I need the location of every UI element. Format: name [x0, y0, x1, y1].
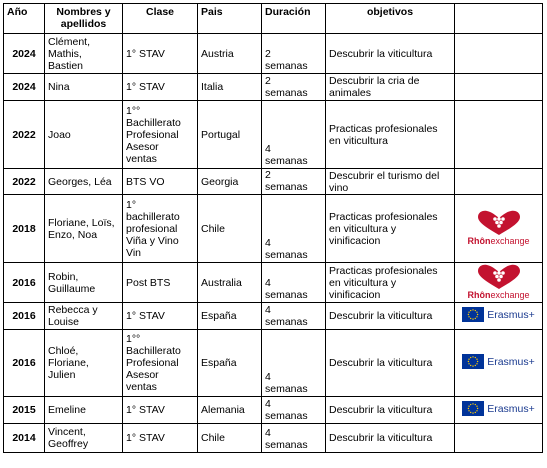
duration-cell-text: 2 semanas: [265, 48, 308, 72]
table-row: [4, 397, 543, 424]
duration-cell-text: 2 semanas: [265, 75, 308, 99]
year-cell-text: 2018: [12, 222, 36, 235]
exchange-table: [3, 3, 543, 453]
country-cell: [198, 397, 262, 424]
class-cell: [123, 169, 198, 195]
eu-flag-icon: [462, 354, 484, 369]
eu-flag-icon: [462, 307, 484, 322]
names-cell-text: Chloé, Floriane, Julien: [48, 345, 89, 381]
objective-cell-text: Descubrir la cria de animales: [329, 75, 420, 99]
class-cell-text: BTS VO: [126, 175, 165, 188]
duration-cell: [262, 169, 326, 195]
class-cell-text: 1°° Bachillerato Profesional Asesor ventas: [126, 333, 181, 393]
country-cell: [198, 424, 262, 453]
class-cell: [123, 74, 198, 101]
year-cell: [4, 424, 45, 453]
erasmus-wordmark: Erasmus+: [487, 308, 535, 321]
table-row: [4, 330, 543, 397]
header-duration: Duración: [262, 4, 326, 34]
names-cell-text: Nina: [48, 81, 70, 93]
country-cell-text: España: [201, 357, 237, 369]
objective-cell-text: Descubrir la viticultura: [329, 310, 433, 322]
class-cell: [123, 34, 198, 74]
duration-cell-text: 4 semanas: [265, 237, 308, 261]
country-cell-text: Austria: [201, 47, 234, 60]
header-year: Año: [4, 4, 45, 34]
logo-cell: [455, 74, 543, 101]
table-row: [4, 424, 543, 453]
year-cell-text: 2022: [12, 128, 36, 141]
names-cell-text: Floriane, Loïs, Enzo, Noa: [48, 216, 115, 241]
table-row: [4, 34, 543, 74]
year-cell: [4, 74, 45, 101]
class-cell-text: 1° STAV: [126, 81, 165, 93]
erasmus-logo: [462, 354, 535, 369]
table-header-row: [4, 4, 543, 34]
duration-cell-text: 4 semanas: [265, 427, 308, 451]
header-objectives: objetivos: [326, 4, 455, 34]
country-cell: [198, 169, 262, 195]
class-cell: [123, 263, 198, 303]
country-cell-text: Portugal: [201, 128, 241, 141]
exchange-table-container: [3, 3, 543, 453]
erasmus-logo: [462, 401, 535, 416]
logo-cell: [455, 330, 543, 397]
duration-cell-text: 4 semanas: [265, 398, 308, 422]
year-cell: [4, 303, 45, 330]
country-cell: [198, 34, 262, 74]
class-cell-text: 1° STAV: [126, 404, 165, 416]
year-cell: [4, 330, 45, 397]
duration-cell: [262, 101, 326, 169]
class-cell-text: 1°° Bachillerato Profesional Asesor ventas: [126, 104, 181, 165]
names-cell: [45, 74, 123, 101]
duration-cell-text: 2 semanas: [265, 169, 308, 193]
erasmus-wordmark: Erasmus+: [487, 402, 535, 415]
objective-cell-text: Descubrir la viticultura: [329, 47, 433, 60]
logo-cell: [455, 195, 543, 263]
names-cell-text: Joao: [48, 128, 71, 141]
class-cell: [123, 330, 198, 397]
duration-cell: [262, 303, 326, 330]
eu-flag-icon: [462, 401, 484, 416]
table-row: [4, 303, 543, 330]
duration-cell-text: 4 semanas: [265, 143, 308, 167]
class-cell: [123, 303, 198, 330]
header-names: Nombres y apellidos: [45, 4, 123, 34]
year-cell: [4, 34, 45, 74]
names-cell-text: Rebecca y Louise: [48, 304, 98, 328]
names-cell: [45, 303, 123, 330]
table-row: [4, 263, 543, 303]
names-cell: [45, 101, 123, 169]
logo-cell: [455, 424, 543, 453]
country-cell: [198, 303, 262, 330]
country-cell: [198, 263, 262, 303]
year-cell: [4, 195, 45, 263]
class-cell-text: 1° STAV: [126, 47, 165, 60]
logo-cell: [455, 303, 543, 330]
country-cell-text: Australia: [201, 276, 242, 289]
names-cell: [45, 330, 123, 397]
year-cell: [4, 169, 45, 195]
objective-cell-text: Practicas profesionales en viticultura y vinificacion: [329, 264, 438, 301]
names-cell: [45, 424, 123, 453]
duration-cell: [262, 397, 326, 424]
table-row: [4, 195, 543, 263]
objective-cell: [326, 74, 455, 101]
year-cell-text: 2014: [12, 432, 36, 444]
erasmus-wordmark: Erasmus+: [487, 355, 535, 368]
country-cell: [198, 195, 262, 263]
names-cell: [45, 195, 123, 263]
duration-cell-text: 4 semanas: [265, 304, 308, 328]
duration-cell: [262, 263, 326, 303]
header-class: Clase: [123, 4, 198, 34]
year-cell: [4, 263, 45, 303]
names-cell: [45, 263, 123, 303]
duration-cell: [262, 424, 326, 453]
header-logo: [455, 4, 543, 34]
country-cell: [198, 101, 262, 169]
logo-cell: [455, 397, 543, 424]
objective-cell: [326, 303, 455, 330]
duration-cell: [262, 195, 326, 263]
class-cell-text: 1° STAV: [126, 310, 165, 322]
objective-cell: [326, 34, 455, 74]
country-cell-text: Alemania: [201, 404, 245, 416]
class-cell: [123, 397, 198, 424]
year-cell-text: 2024: [12, 81, 36, 93]
objective-cell-text: Descubrir la viticultura: [329, 404, 433, 416]
year-cell-text: 2015: [12, 404, 36, 416]
year-cell-text: 2022: [12, 175, 36, 188]
country-cell: [198, 74, 262, 101]
table-row: [4, 74, 543, 101]
names-cell-text: Clément, Mathis, Bastien: [48, 35, 91, 72]
duration-cell: [262, 34, 326, 74]
names-cell: [45, 397, 123, 424]
class-cell: [123, 195, 198, 263]
objective-cell: [326, 263, 455, 303]
objective-cell: [326, 101, 455, 169]
class-cell: [123, 101, 198, 169]
rhonexchange-logo: [461, 264, 537, 300]
objective-cell-text: Descubrir la viticultura: [329, 432, 433, 444]
objective-cell-text: Practicas profesionales en viticultura y vinificacion: [329, 210, 438, 247]
rhonexchange-logo: [461, 210, 537, 246]
erasmus-logo: [462, 307, 535, 322]
duration-cell: [262, 74, 326, 101]
objective-cell: [326, 397, 455, 424]
names-cell-text: Robin, Guillaume: [48, 270, 96, 295]
objective-cell: [326, 195, 455, 263]
duration-cell-text: 4 semanas: [265, 277, 308, 301]
year-cell-text: 2016: [12, 276, 36, 289]
objective-cell: [326, 330, 455, 397]
year-cell-text: 2024: [12, 47, 36, 60]
year-cell: [4, 397, 45, 424]
country-cell-text: Chile: [201, 432, 225, 444]
table-row: [4, 101, 543, 169]
names-cell-text: Emeline: [48, 404, 86, 416]
country-cell-text: Italia: [201, 81, 224, 93]
duration-cell-text: 4 semanas: [265, 371, 308, 395]
year-cell-text: 2016: [12, 310, 36, 322]
grape-heart-icon: [475, 264, 523, 290]
names-cell-text: Vincent, Geoffrey: [48, 426, 89, 450]
country-cell: [198, 330, 262, 397]
year-cell: [4, 101, 45, 169]
names-cell: [45, 169, 123, 195]
logo-cell: [455, 101, 543, 169]
duration-cell: [262, 330, 326, 397]
rhonexchange-wordmark: Rhônexchange: [467, 290, 530, 300]
class-cell-text: 1° STAV: [126, 432, 165, 444]
objective-cell-text: Descubrir el turismo del vino: [329, 169, 440, 194]
logo-cell: [455, 263, 543, 303]
logo-cell: [455, 34, 543, 74]
year-cell-text: 2016: [12, 357, 36, 369]
class-cell: [123, 424, 198, 453]
objective-cell: [326, 424, 455, 453]
table-row: [4, 169, 543, 195]
names-cell: [45, 34, 123, 74]
country-cell-text: España: [201, 310, 237, 322]
rhonexchange-wordmark: Rhônexchange: [467, 236, 530, 246]
class-cell-text: 1° bachillerato profesional Viña y Vino Vin: [126, 198, 180, 259]
country-cell-text: Chile: [201, 222, 225, 235]
country-cell-text: Georgia: [201, 175, 239, 188]
class-cell-text: Post BTS: [126, 276, 171, 289]
objective-cell-text: Descubrir la viticultura: [329, 357, 433, 369]
objective-cell-text: Practicas profesionales en viticultura: [329, 122, 438, 147]
names-cell-text: Georges, Léa: [48, 175, 112, 188]
logo-cell: [455, 169, 543, 195]
grape-heart-icon: [475, 210, 523, 236]
header-country: Pais: [198, 4, 262, 34]
table-body: [4, 34, 543, 453]
objective-cell: [326, 169, 455, 195]
